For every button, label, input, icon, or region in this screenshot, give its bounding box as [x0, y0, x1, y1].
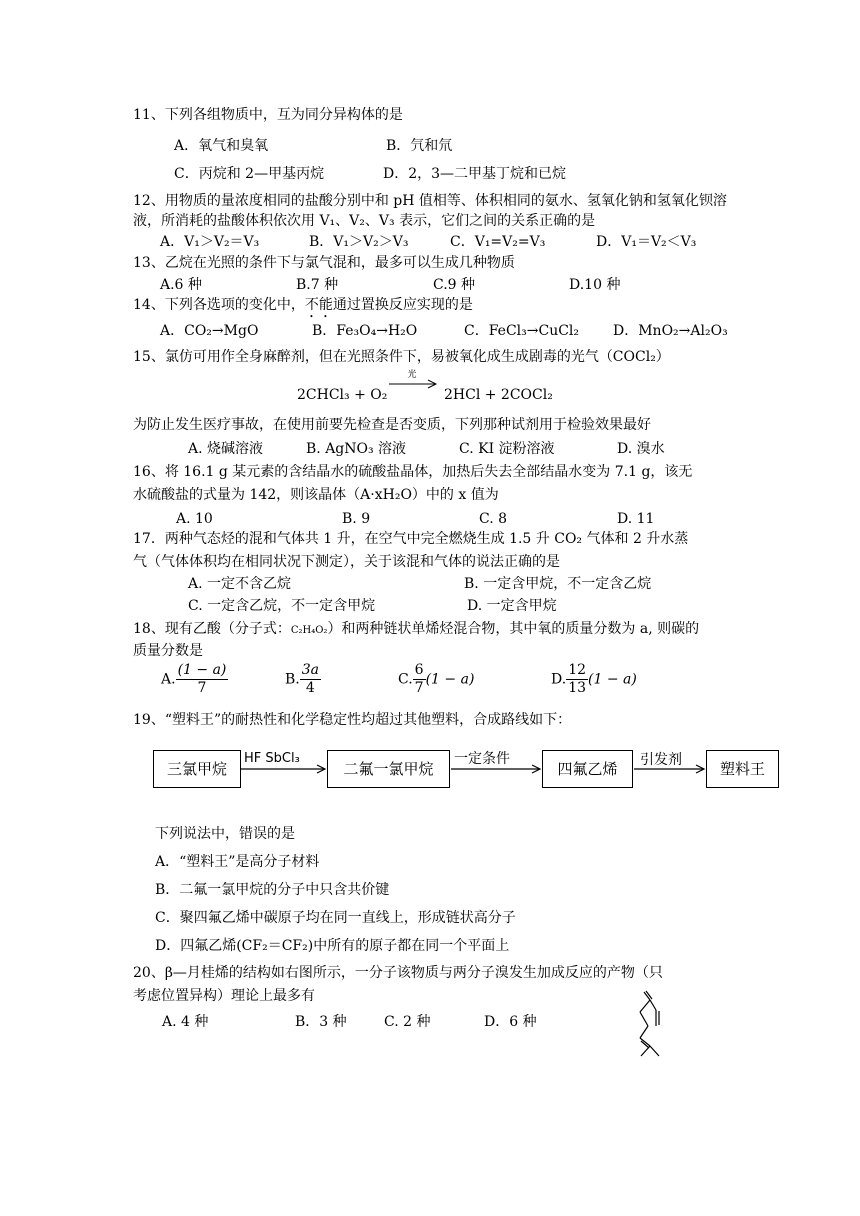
- q18-option-b: B. $\frac{3a}{4}$: [285, 662, 320, 696]
- q16-line1: 16、将 16.1 g 某元素的含结晶水的硫酸盐晶体，加热后失去全部结晶水变为 7.1 g，该无: [133, 464, 693, 480]
- q15-stem: 15、氯仿可用作全身麻醉剂，但在光照条件下，易被氧化成生成剧毒的光气（COCl₂）: [133, 349, 670, 365]
- q16-option-d: D. 11: [617, 511, 655, 527]
- q15-equation-condition: 光: [407, 370, 417, 380]
- q20-option-c: C. 2 种: [384, 1014, 431, 1030]
- flow-box-plastic-king: 塑料王: [706, 750, 779, 788]
- q14-stem: 14、下列各选项的变化中，不能通过置换反应实现的是: [133, 297, 473, 313]
- q14-option-b: B．Fe₃O₄→H₂O: [312, 323, 418, 339]
- q17-line1: 17．两种气态烃的混和气体共 1 升，在空气中完全燃烧生成 1.5 升 CO₂ 气体和 2 升水蒸: [133, 531, 689, 547]
- flow-arrow3-label: 引发剂: [640, 752, 682, 768]
- q14-option-d: D．MnO₂→Al₂O₃: [613, 323, 728, 339]
- q16-line2: 水硫酸盐的式量为 142，则该晶体（A·xH₂O）中的 x 值为: [133, 487, 499, 503]
- q15-line2: 为防止发生医疗事故，在使用前要先检查是否变质，下列那种试剂用于检验效果最好: [133, 417, 651, 433]
- q11-option-b: B．氕和氘: [386, 138, 453, 154]
- q19-option-d: D．四氟乙烯(CF₂＝CF₂)中所有的原子都在同一个平面上: [155, 938, 510, 954]
- q19-lead: 下列说法中，错误的是: [155, 826, 295, 842]
- beta-myrcene-structure: [628, 990, 678, 1062]
- q20-line2: 考虑位置异构）理论上最多有: [133, 988, 315, 1004]
- q15-option-c: C. KI 淀粉溶液: [459, 441, 555, 457]
- q15-option-a: A. 烧碱溶液: [188, 441, 264, 457]
- q13-option-b: B.7 种: [296, 277, 339, 293]
- q20-option-d: D．6 种: [484, 1014, 537, 1030]
- q12-option-c: C．V₁=V₂=V₃: [450, 234, 546, 250]
- q13-option-d: D.10 种: [569, 277, 621, 293]
- q18-formula: C₂H₄O₂: [290, 625, 328, 636]
- q11-option-d: D．2，3—二甲基丁烷和已烷: [383, 166, 567, 182]
- q17-line2: 气（气体体积均在相同状况下测定），关于该混和气体的说法正确的是: [133, 554, 560, 570]
- flow-box-trichloromethane: 三氯甲烷: [153, 750, 241, 788]
- q15-equation-right: 2HCl + 2COCl₂: [444, 387, 553, 403]
- q14-option-c: C．FeCl₃→CuCl₂: [464, 323, 580, 339]
- q20-line1: 20、β—月桂烯的结构如右图所示，一分子该物质与两分子溴发生加成反应的产物（只: [133, 965, 663, 981]
- q18-option-c: C. $\frac{6}{7}$ (1 − a): [398, 662, 475, 696]
- q11-option-a: A．氧气和臭氧: [174, 138, 269, 154]
- q12-line1: 12、用物质的量浓度相同的盐酸分别中和 pH 值相等、体积相同的氨水、氢氧化钠和氢氧化钡溶: [133, 193, 727, 209]
- q19-option-c: C．聚四氟乙烯中碳原子均在同一直线上，形成链状高分子: [155, 910, 516, 926]
- q12-option-d: D．V₁＝V₂＜V₃: [596, 234, 697, 250]
- q19-option-b: B．二氟一氯甲烷的分子中只含共价键: [155, 882, 390, 898]
- q12-option-a: A．V₁＞V₂＝V₃: [160, 234, 260, 250]
- q11-option-c: C．丙烷和 2—甲基丙烷: [174, 166, 325, 182]
- flow-arrow1-label: HF SbCl₃: [244, 751, 300, 766]
- q18-option-a: A. $\frac{(1 - a)}{7}$: [161, 662, 227, 696]
- flow-arrow2-label: 一定条件: [454, 751, 510, 767]
- q15-equation-left: 2CHCl₃ + O₂: [297, 387, 388, 403]
- q17-option-d: D. 一定含甲烷: [467, 598, 557, 614]
- q19-stem: 19、“塑料王”的耐热性和化学稳定性均超过其他塑料，合成路线如下：: [133, 712, 572, 728]
- q18-line2: 质量分数是: [133, 643, 203, 659]
- q16-option-b: B. 9: [342, 511, 371, 527]
- q17-option-c: C. 一定含乙烷，不一定含甲烷: [188, 598, 376, 614]
- q13-stem: 13、乙烷在光照的条件下与氯气混和，最多可以生成几种物质: [133, 255, 515, 271]
- q16-option-c: C. 8: [479, 511, 508, 527]
- q17-option-b: B. 一定含甲烷，不一定含乙烷: [464, 576, 652, 592]
- q15-option-d: D. 溴水: [617, 441, 665, 457]
- q12-option-b: B．V₁＞V₂＞V₃: [309, 234, 409, 250]
- q13-option-c: C.9 种: [433, 277, 476, 293]
- q14-emphasis: 不能: [304, 297, 333, 313]
- flow-box-difluorochloromethane: 二氟一氯甲烷: [327, 750, 450, 788]
- q13-option-a: A.6 种: [160, 277, 202, 293]
- flow-box-tetrafluoroethylene: 四氟乙烯: [542, 750, 633, 788]
- q20-option-a: A. 4 种: [162, 1014, 209, 1030]
- q18-option-d: D. $\frac{12}{13}$ (1 − a): [551, 662, 637, 696]
- q17-option-a: A. 一定不含乙烷: [188, 576, 292, 592]
- q15-option-b: B. AgNO₃ 溶液: [306, 441, 407, 457]
- q18-line1: 18、现有乙酸（分子式：C₂H₄O₂）和两种链状单烯烃混合物，其中氧的质量分数为 a, 则碳的: [133, 621, 700, 637]
- q16-option-a: A. 10: [176, 511, 213, 527]
- q12-line2: 液，所消耗的盐酸体积依次用 V₁、V₂、V₃ 表示，它们之间的关系正确的是: [133, 213, 596, 229]
- q14-option-a: A．CO₂→MgO: [160, 323, 259, 339]
- q19-option-a: A．“塑料王”是高分子材料: [155, 854, 320, 870]
- q20-option-b: B．3 种: [295, 1014, 347, 1030]
- q11-stem: 11、下列各组物质中，互为同分异构体的是: [133, 107, 403, 123]
